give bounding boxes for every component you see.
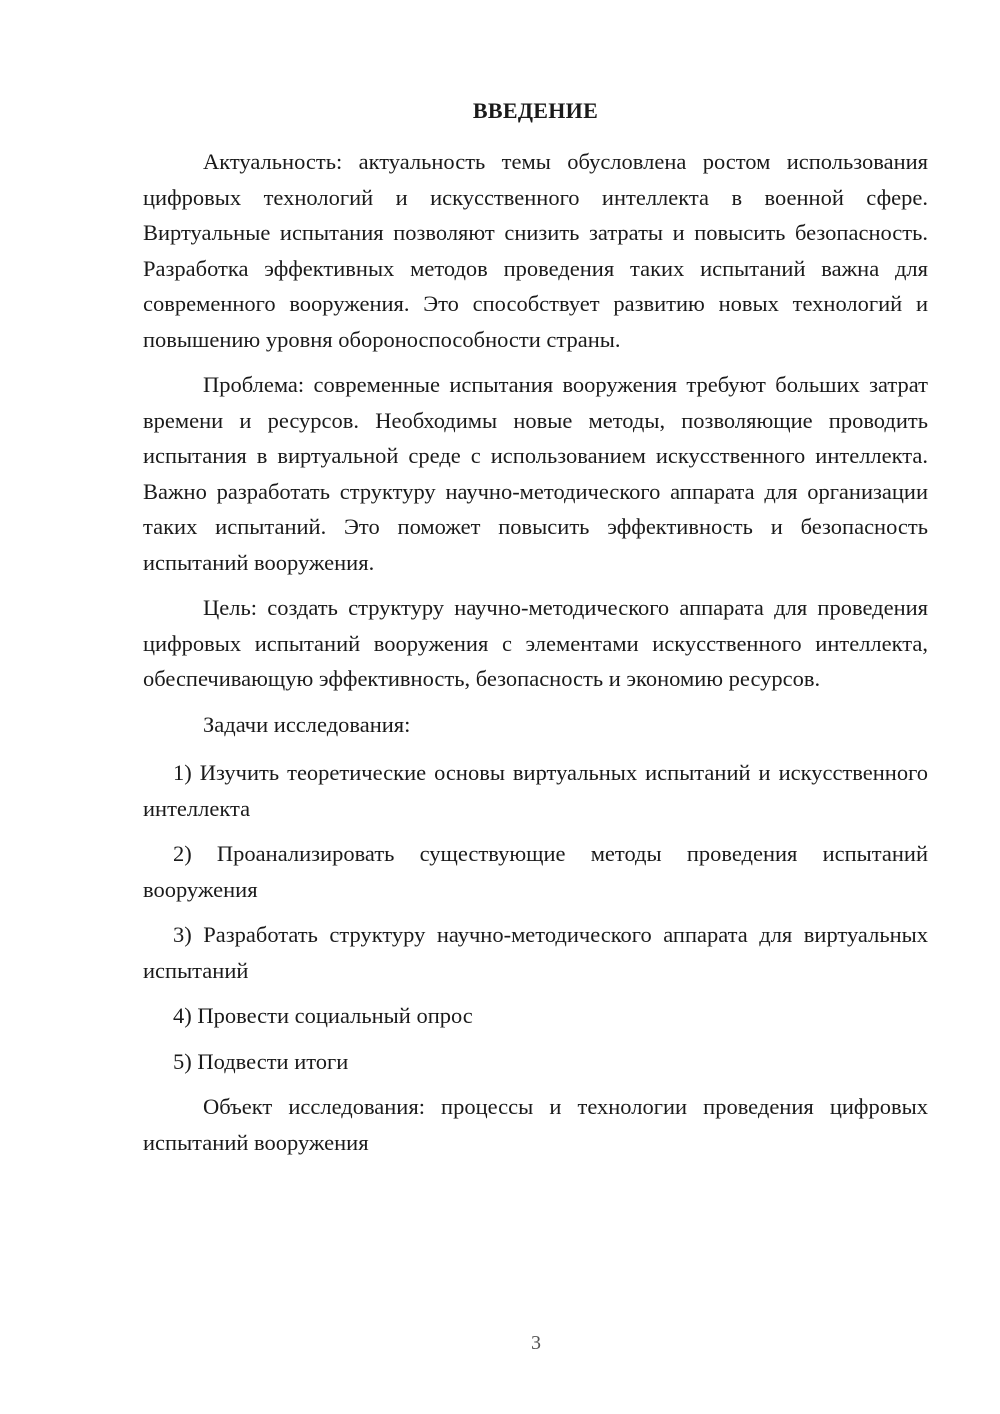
object-paragraph: Объект исследования: процессы и технологии проведения цифровых испытаний вооружения <box>143 1094 928 1155</box>
tasks-list <box>143 755 928 1079</box>
tasks-heading: Задачи исследования: <box>203 711 411 737</box>
problem-paragraph: Проблема: современные испытания вооружения требуют больших затрат времени и ресурсов. Необходимы новые методы, позволяющие проводить испытания в виртуальной среде с использованием искусственного интеллекта. Важно разработать структуру научно-методического аппарата для организации таких испытаний. Это поможет повысить эффективность и безопасность испытаний вооружения. <box>143 372 928 575</box>
page-number: 3 <box>531 1332 541 1354</box>
task-item-5: 5) Подвести итоги <box>173 1048 349 1074</box>
document-title: ВВЕДЕНИЕ <box>472 98 599 123</box>
document-page <box>143 96 928 1170</box>
relevance-paragraph: Актуальность: актуальность темы обусловлена ростом использования цифровых технологий и искусственного интеллекта в военной сфере. Виртуальные испытания позволяют снизить затраты и повысить безопасность. Разработка эффективных методов проведения таких испытаний важна для современного вооружения. Это способствует развитию новых технологий и повышению уровня обороноспособности страны. <box>143 149 928 352</box>
task-item-3: 3) Разработать структуру научно-методического аппарата для виртуальных испытаний <box>143 922 928 983</box>
goal-paragraph: Цель: создать структуру научно-методического аппарата для проведения цифровых испытаний вооружения с элементами искусственного интеллекта, обеспечивающую эффективность, безопасность и экономию ресурсов. <box>143 595 928 691</box>
task-item-2: 2) Проанализировать существующие методы проведения испытаний вооружения <box>143 841 928 902</box>
task-item-1: 1) Изучить теоретические основы виртуальных испытаний и искусственного интеллекта <box>143 760 928 821</box>
task-item-4: 4) Провести социальный опрос <box>173 1003 473 1028</box>
